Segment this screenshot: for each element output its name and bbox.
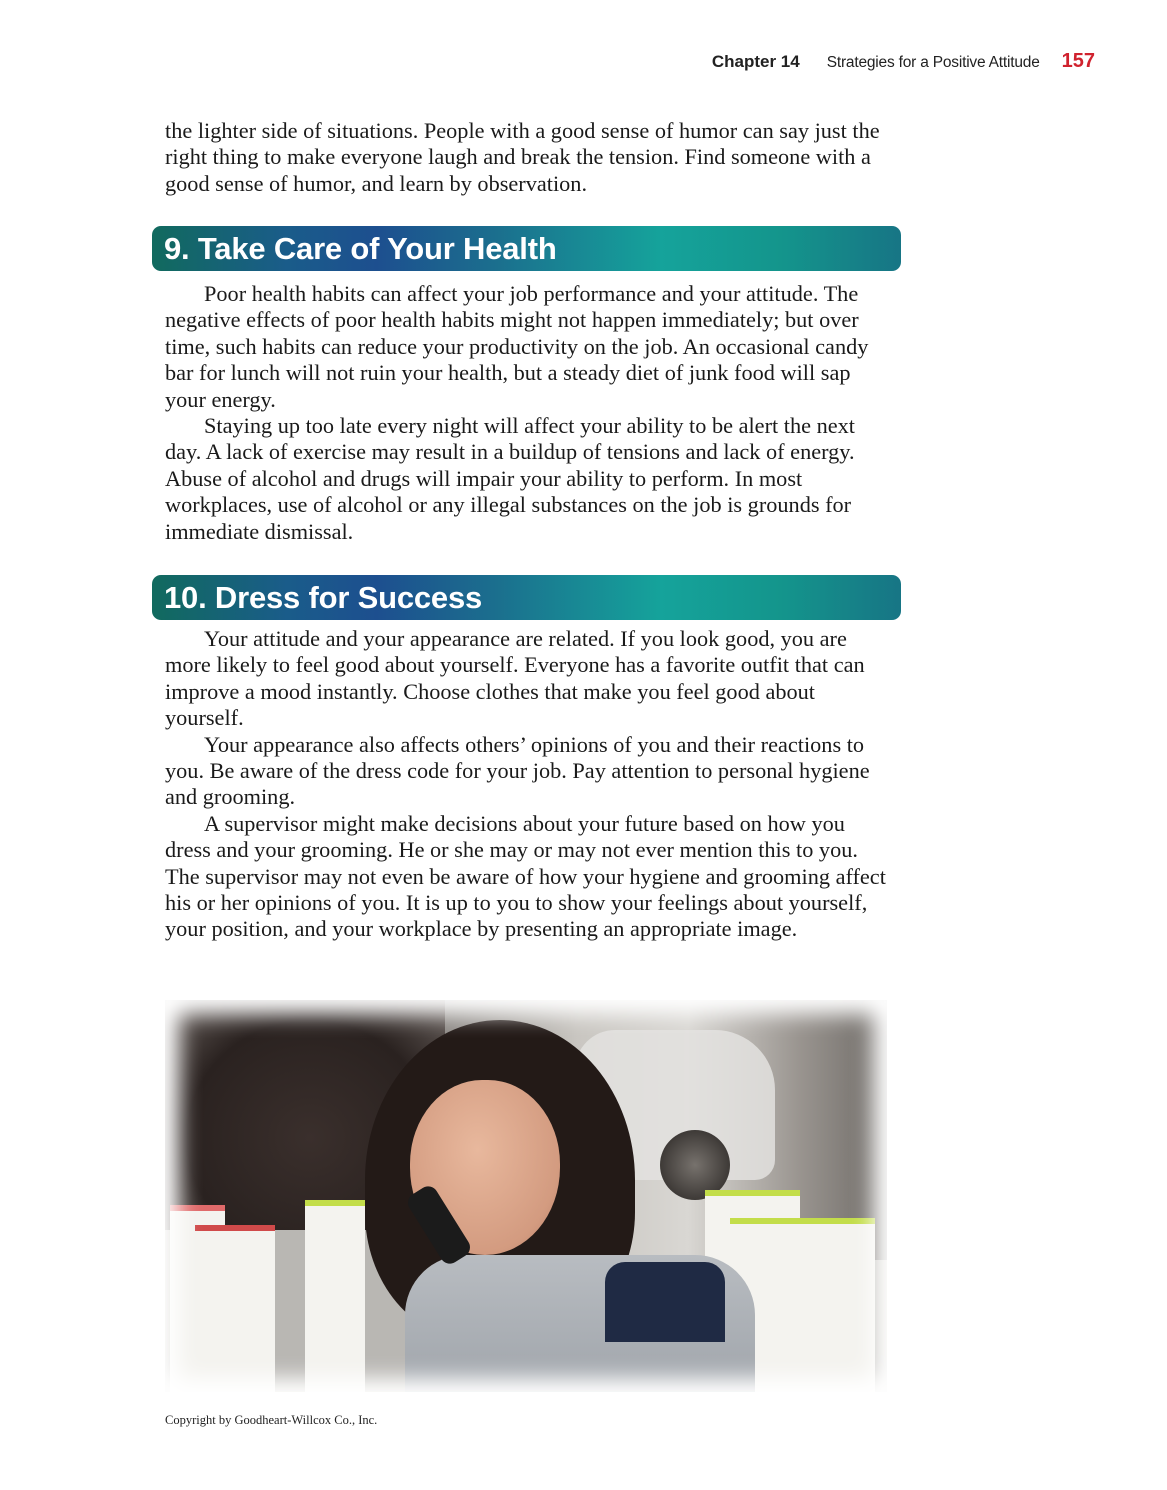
paragraph: Poor health habits can affect your job performance and your attitude. The negative effects of poor health habits might not happen immediately; but over time, such habits can reduce your productivity on the job. An occasional candy bar for lunch will not ruin your health, but a steady diet of junk food will sap your energy. [165, 281, 869, 412]
section-banner-health [152, 226, 901, 271]
section-heading: 9. Take Care of Your Health [164, 230, 557, 266]
paragraph: Your appearance also affects others’ opinions of you and their reactions to you. Be aware of the dress code for your job. Pay attention to personal hygiene and grooming. [165, 731, 870, 810]
chapter-title: Strategies for a Positive Attitude [826, 54, 1040, 71]
photo-vignette [165, 1000, 887, 1392]
section-body-health [165, 281, 895, 545]
paragraph: Staying up too late every night will affect your ability to be alert the next day. A lack of exercise may result in a buildup of tensions and lack of energy. Abuse of alcohol and drugs will impair your ability to perform. In most workplaces, use of alcohol or any illegal substances on the job is grounds for immediate dismissal. [165, 413, 855, 544]
running-head [712, 50, 1095, 73]
paragraph: A supervisor might make decisions about your future based on how you dress and your grooming. He or she may or may not ever mention this to you. The supervisor may not even be aware of how your hygiene and grooming affect his or her opinions of you. It is up to you to show your feelings about yourself, your position, and your workplace by presenting an appropriate image. [165, 810, 886, 942]
page-number: 157 [1061, 50, 1095, 72]
copyright-notice: Copyright by Goodheart-Willcox Co., Inc. [165, 1413, 378, 1427]
intro-paragraph: the lighter side of situations. People with a good sense of humor can say just the right thing to make everyone laugh and break the tension. Find someone with a good sense of humor, and learn by observation. [165, 118, 880, 196]
section-body-dress [165, 626, 895, 943]
section-banner-dress [152, 575, 901, 620]
section-heading: 10. Dress for Success [164, 579, 483, 615]
woman-on-phone-photo [165, 1000, 887, 1392]
intro-text [165, 118, 895, 197]
chapter-label: Chapter 14 [711, 52, 800, 71]
paragraph: Your attitude and your appearance are related. If you look good, you are more likely to feel good about yourself. Everyone has a favorite outfit that can improve a mood instantly. Choose clothes that make you feel good about yourself. [165, 626, 865, 731]
